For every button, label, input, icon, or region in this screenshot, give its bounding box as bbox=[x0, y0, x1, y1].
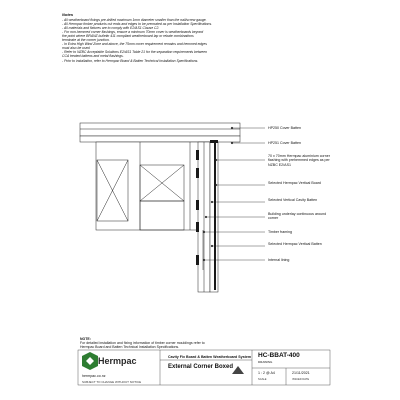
system-name: Cavity Fix Board & Batten Weatherboard System bbox=[168, 355, 252, 359]
footnote-line: For detailed installation and fixing information of timber corner mouldings refer to bbox=[80, 341, 205, 346]
note-line: - All Hermpac timber products cut ends and edges to be precoated as per Installation Specifications. bbox=[62, 22, 213, 27]
note-line: - Prior to installation, refer to Hermpac Board & Batten Technical Installation Specifications. bbox=[62, 58, 199, 63]
label-hp251-cover-batten: HP251 Cover Batten bbox=[268, 141, 301, 145]
label-corner-flashing: 70 x 70mm Hermpac aluminium corner flashing with prehemmed edges as per NZBC E2/AS1 bbox=[268, 154, 330, 167]
note-line: - All materials and fixtures are to comply with E2/AS1 Clause C2. bbox=[62, 26, 160, 31]
drawing-title: External Corner Boxed bbox=[168, 364, 234, 370]
subject-notice: SUBJECT TO CHANGE WITHOUT NOTICE bbox=[82, 380, 142, 384]
label-vertical-board: Selected Hermpac Vertical Board bbox=[268, 181, 321, 185]
scale-value: 1 : 2 @ A4 bbox=[258, 371, 275, 375]
note-line: terminate at the corner junction. bbox=[62, 38, 110, 43]
label-hp250-cover-batten: HP250 Cover Batten bbox=[268, 126, 301, 130]
label-building-underlay: Building underlay continuous around corner bbox=[268, 212, 327, 221]
drawing-type: DRAWING bbox=[258, 360, 273, 364]
note-line: must also be used. bbox=[62, 46, 91, 51]
website-link[interactable]: hermpac.co.nz bbox=[82, 374, 106, 378]
note-line: - In Extra High Wind Zone and above, the 75mm cover requirement remains and hemmed edges bbox=[62, 42, 207, 47]
note-line: - All weatherboard fixings pre-drilled maximum 1mm diameter smaller than the nail/screw gauge. bbox=[62, 18, 207, 23]
issue-date-label: ISSUED DATE bbox=[292, 378, 310, 381]
footnote-heading: NOTE: bbox=[80, 337, 91, 341]
label-internal-lining: Internal lining bbox=[268, 258, 290, 262]
issue-date: 21/11/2021 bbox=[292, 371, 310, 375]
brand-name: Hermpac bbox=[98, 356, 137, 366]
drawing-number: HC-BBAT-400 bbox=[258, 352, 300, 359]
note-line: the point where BRANZ bulletin 411 compliant weatherboard lap or rebate combinations bbox=[62, 34, 194, 39]
hermpac-logo-icon bbox=[82, 352, 98, 370]
label-vertical-batten: Selected Hermpac Vertical Batten bbox=[268, 242, 322, 246]
scale-label: SCALE bbox=[258, 378, 267, 381]
note-line: - For non-hemmed corner flashings, ensure a minimum 70mm cover is weatherboards beyond bbox=[62, 30, 204, 35]
notes-heading: Notes bbox=[62, 12, 74, 17]
footnote-block bbox=[80, 337, 230, 350]
label-cavity-batten: Selected Vertical Cavity Batten bbox=[268, 198, 318, 202]
footnote-line: Hermpac Board and Batten Technical Installation Specifications. bbox=[80, 345, 180, 350]
label-timber-framing: Timber framing bbox=[268, 230, 293, 234]
note-line: - Refer to NZBC Acceptable Solutions E2/AS1 Table 21 for the separation requirements between bbox=[62, 50, 207, 55]
note-line: CCA treated battens and metal flashings. bbox=[62, 54, 124, 59]
partner-mark-icon bbox=[232, 366, 244, 374]
